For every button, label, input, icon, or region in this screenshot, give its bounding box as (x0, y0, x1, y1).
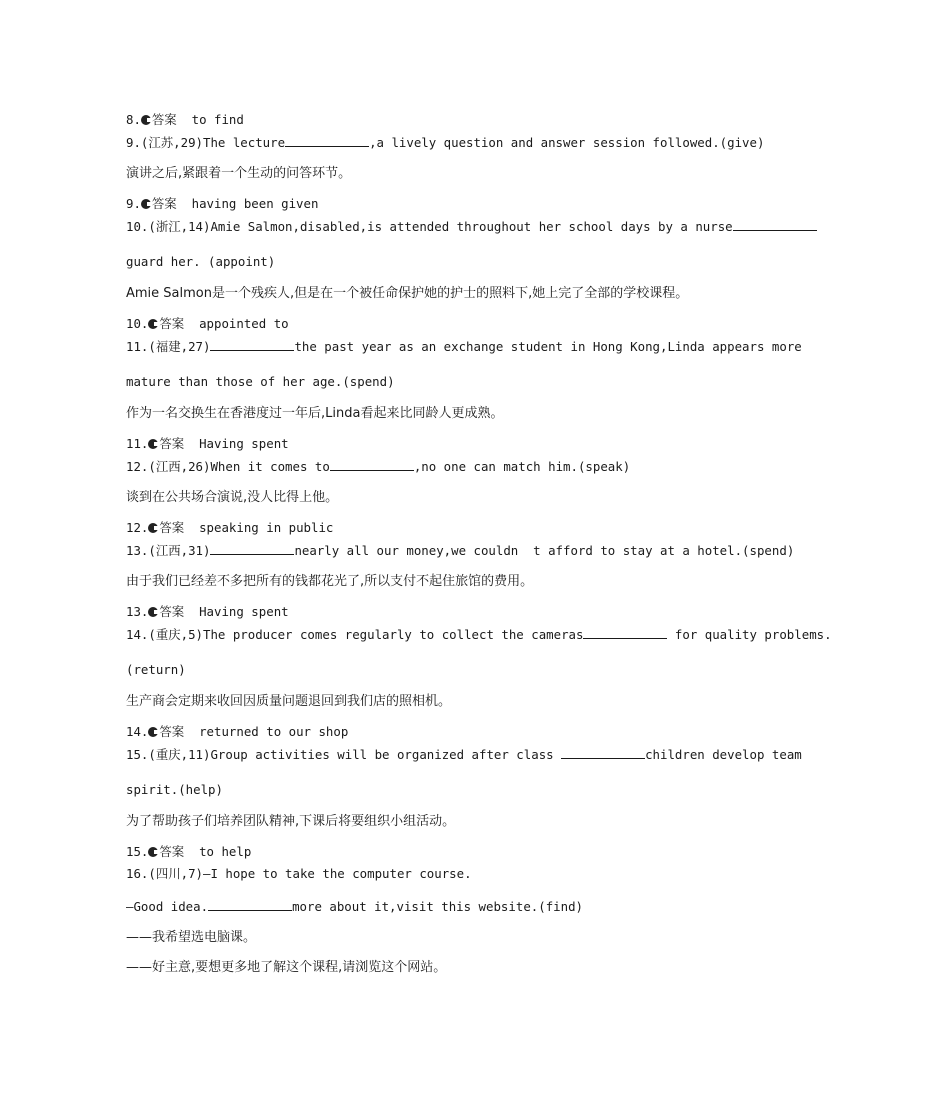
answer-line (126, 844, 251, 860)
translation-line: 演讲之后,紧跟着一个生动的问答环节。 (126, 166, 352, 181)
answer-blank (208, 898, 292, 911)
answer-text: to help (184, 844, 252, 859)
question-line (126, 626, 832, 643)
answer-icon (148, 523, 158, 533)
answer-blank (561, 746, 645, 759)
answer-label: 答案 (159, 844, 185, 859)
answer-icon (148, 847, 158, 857)
text-line: (return) (126, 662, 186, 677)
answer-number: 9. (126, 196, 141, 211)
question-text: 11.(福建,27) (126, 339, 211, 354)
answer-blank (210, 542, 294, 555)
answer-number: 13. (126, 604, 149, 619)
answer-text: returned to our shop (184, 724, 349, 739)
text-line: mature than those of her age.(spend) (126, 374, 395, 389)
question-line (126, 134, 764, 151)
translation-line: ——我希望选电脑课。 (126, 930, 257, 945)
translation-line: 谈到在公共场合演说,没人比得上他。 (126, 490, 339, 505)
answer-text: Having spent (184, 436, 289, 451)
answer-line (126, 604, 289, 620)
translation-line: 作为一名交换生在香港度过一年后,Linda看起来比同龄人更成熟。 (126, 406, 504, 421)
question-text-continued: ,a lively question and answer session followed.(give) (369, 135, 765, 150)
translation-line: 由于我们已经差不多把所有的钱都花光了,所以支付不起住旅馆的费用。 (126, 574, 534, 589)
answer-line (126, 196, 318, 212)
answer-icon (141, 199, 151, 209)
answer-icon (141, 115, 151, 125)
answer-line (126, 520, 333, 536)
answer-icon (148, 319, 158, 329)
answer-icon (148, 439, 158, 449)
question-text: 12.(江西,26)When it comes to (126, 459, 330, 474)
answer-text: to find (176, 112, 244, 127)
question-text-continued: children develop team (645, 747, 802, 762)
question-text: 10.(浙江,14)Amie Salmon,disabled,is attended throughout her school days by a nurse (126, 219, 733, 234)
answer-number: 10. (126, 316, 149, 331)
question-text-continued: nearly all our money,we couldn t afford to stay at a hotel.(spend) (294, 543, 795, 558)
question-text: 14.(重庆,5)The producer comes regularly to collect the cameras (126, 627, 584, 642)
question-line (126, 898, 583, 915)
answer-blank (210, 338, 294, 351)
answer-text: speaking in public (184, 520, 334, 535)
text-line: 16.(四川,7)—I hope to take the computer course. (126, 866, 472, 881)
answer-label: 答案 (159, 520, 185, 535)
question-text-continued: ,no one can match him.(speak) (413, 459, 631, 474)
translation-line: ——好主意,要想更多地了解这个课程,请浏览这个网站。 (126, 960, 447, 975)
answer-blank (285, 134, 369, 147)
question-text: —Good idea. (126, 899, 209, 914)
question-text: 15.(重庆,11)Group activities will be organized after class (126, 747, 562, 762)
answer-label: 答案 (151, 196, 177, 211)
answer-blank (733, 218, 817, 231)
question-line (126, 338, 802, 355)
translation-line: 为了帮助孩子们培养团队精神,下课后将要组织小组活动。 (126, 814, 456, 829)
answer-text: Having spent (184, 604, 289, 619)
answer-number: 11. (126, 436, 149, 451)
answer-number: 8. (126, 112, 141, 127)
answer-number: 14. (126, 724, 149, 739)
answer-label: 答案 (159, 724, 185, 739)
answer-line (126, 112, 244, 128)
answer-icon (148, 727, 158, 737)
question-text: 9.(江苏,29)The lecture (126, 135, 286, 150)
answer-text: having been given (176, 196, 319, 211)
question-text-continued: the past year as an exchange student in Hong Kong,Linda appears more (294, 339, 802, 354)
answer-text: appointed to (184, 316, 289, 331)
answer-label: 答案 (159, 604, 185, 619)
answer-number: 15. (126, 844, 149, 859)
question-line (126, 542, 794, 559)
answer-line (126, 436, 289, 452)
answer-number: 12. (126, 520, 149, 535)
answer-label: 答案 (159, 436, 185, 451)
translation-line: Amie Salmon是一个残疾人,但是在一个被任命保护她的护士的照料下,她上完了全部的学校课程。 (126, 286, 689, 301)
question-text-continued: more about it,visit this website.(find) (292, 899, 583, 914)
answer-icon (148, 607, 158, 617)
question-text-continued: for quality problems. (667, 627, 832, 642)
answer-label: 答案 (159, 316, 185, 331)
answer-blank (583, 626, 667, 639)
text-line: guard her. (appoint) (126, 254, 276, 269)
translation-line: 生产商会定期来收回因质量问题退回到我们店的照相机。 (126, 694, 452, 709)
answer-line (126, 724, 348, 740)
question-line (126, 218, 817, 235)
question-text: 13.(江西,31) (126, 543, 211, 558)
question-line (126, 458, 630, 475)
answer-blank (330, 458, 414, 471)
answer-line (126, 316, 289, 332)
question-line (126, 746, 802, 763)
answer-label: 答案 (151, 112, 177, 127)
text-line: spirit.(help) (126, 782, 223, 797)
